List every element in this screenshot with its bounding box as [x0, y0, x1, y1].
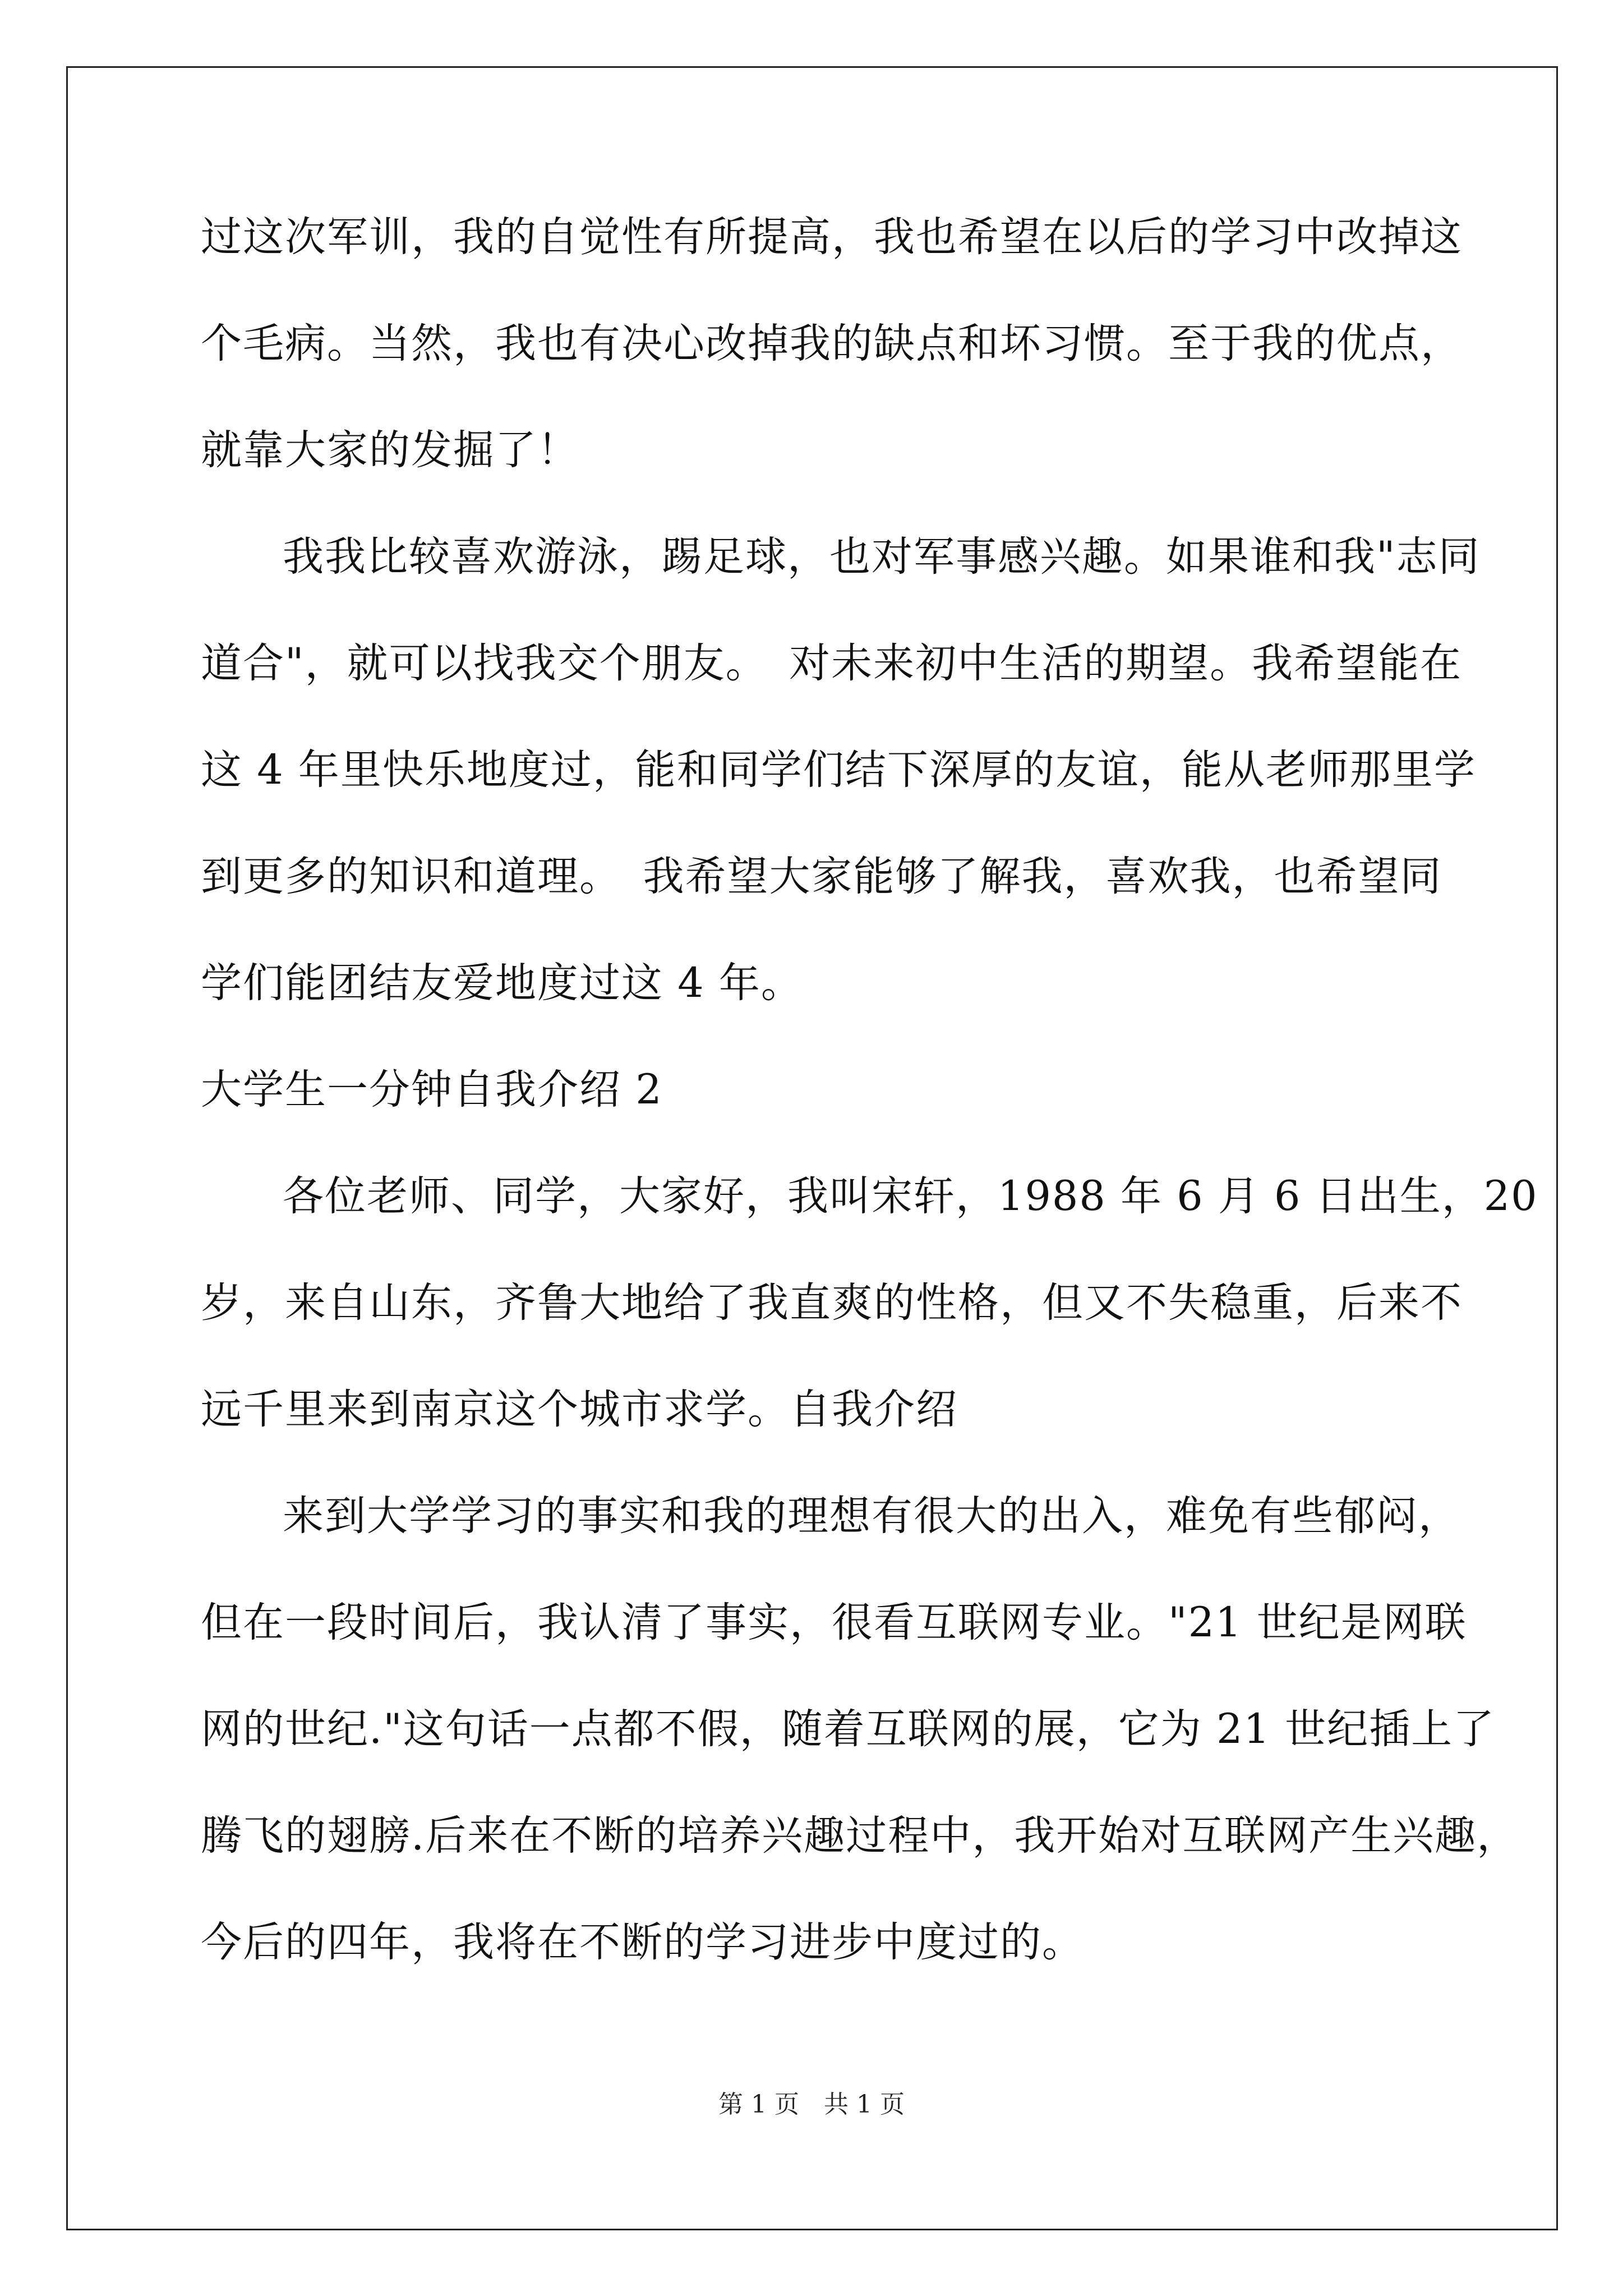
text-line-14: 但在一段时间后，我认清了事实，很看互联网专业。"21 世纪是网联 — [201, 1599, 1467, 1646]
text-line-10: 各位老师、同学，大家好，我叫宋轩，1988 年 6 月 6 日出生，20 — [283, 1172, 1538, 1220]
text-line-16: 腾飞的翅膀.后来在不断的培养兴趣过程中，我开始对互联网产生兴趣， — [201, 1812, 1519, 1860]
document-body — [201, 213, 1538, 2025]
text-line-12: 远千里来到南京这个城市求学。自我介绍 — [201, 1386, 958, 1433]
text-line-1: 过这次军训，我的自觉性有所提高，我也希望在以后的学习中改掉这 — [201, 213, 1463, 261]
text-line-3: 就靠大家的发掘了！ — [201, 426, 579, 474]
text-line-17: 今后的四年，我将在不断的学习进步中度过的。 — [201, 1918, 1084, 1966]
text-line-8: 学们能团结友爱地度过这 4 年。 — [201, 959, 803, 1007]
text-line-13: 来到大学学习的事实和我的理想有很大的出入，难免有些郁闷， — [283, 1492, 1460, 1540]
text-line-2: 个毛病。当然，我也有决心改掉我的缺点和坏习惯。至于我的优点， — [201, 320, 1463, 367]
text-line-7: 到更多的知识和道理。 我希望大家能够了解我，喜欢我，也希望同 — [201, 853, 1442, 900]
text-line-5: 道合"，就可以找我交个朋友。 对未来初中生活的期望。我希望能在 — [201, 639, 1463, 687]
text-line-15: 网的世纪."这句话一点都不假，随着互联网的展，它为 21 世纪插上了 — [201, 1705, 1496, 1753]
text-line-4: 我我比较喜欢游泳，踢足球，也对军事感兴趣。如果谁和我"志同 — [283, 533, 1481, 581]
text-line-11: 岁，来自山东，齐鲁大地给了我直爽的性格，但又不失稳重，后来不 — [201, 1279, 1463, 1327]
text-line-6: 这 4 年里快乐地度过，能和同学们结下深厚的友谊，能从老师那里学 — [201, 746, 1476, 794]
page-footer: 第 1 页 共 1 页 — [718, 2090, 905, 2119]
section-heading: 大学生一分钟自我介绍 2 — [201, 1066, 663, 1114]
